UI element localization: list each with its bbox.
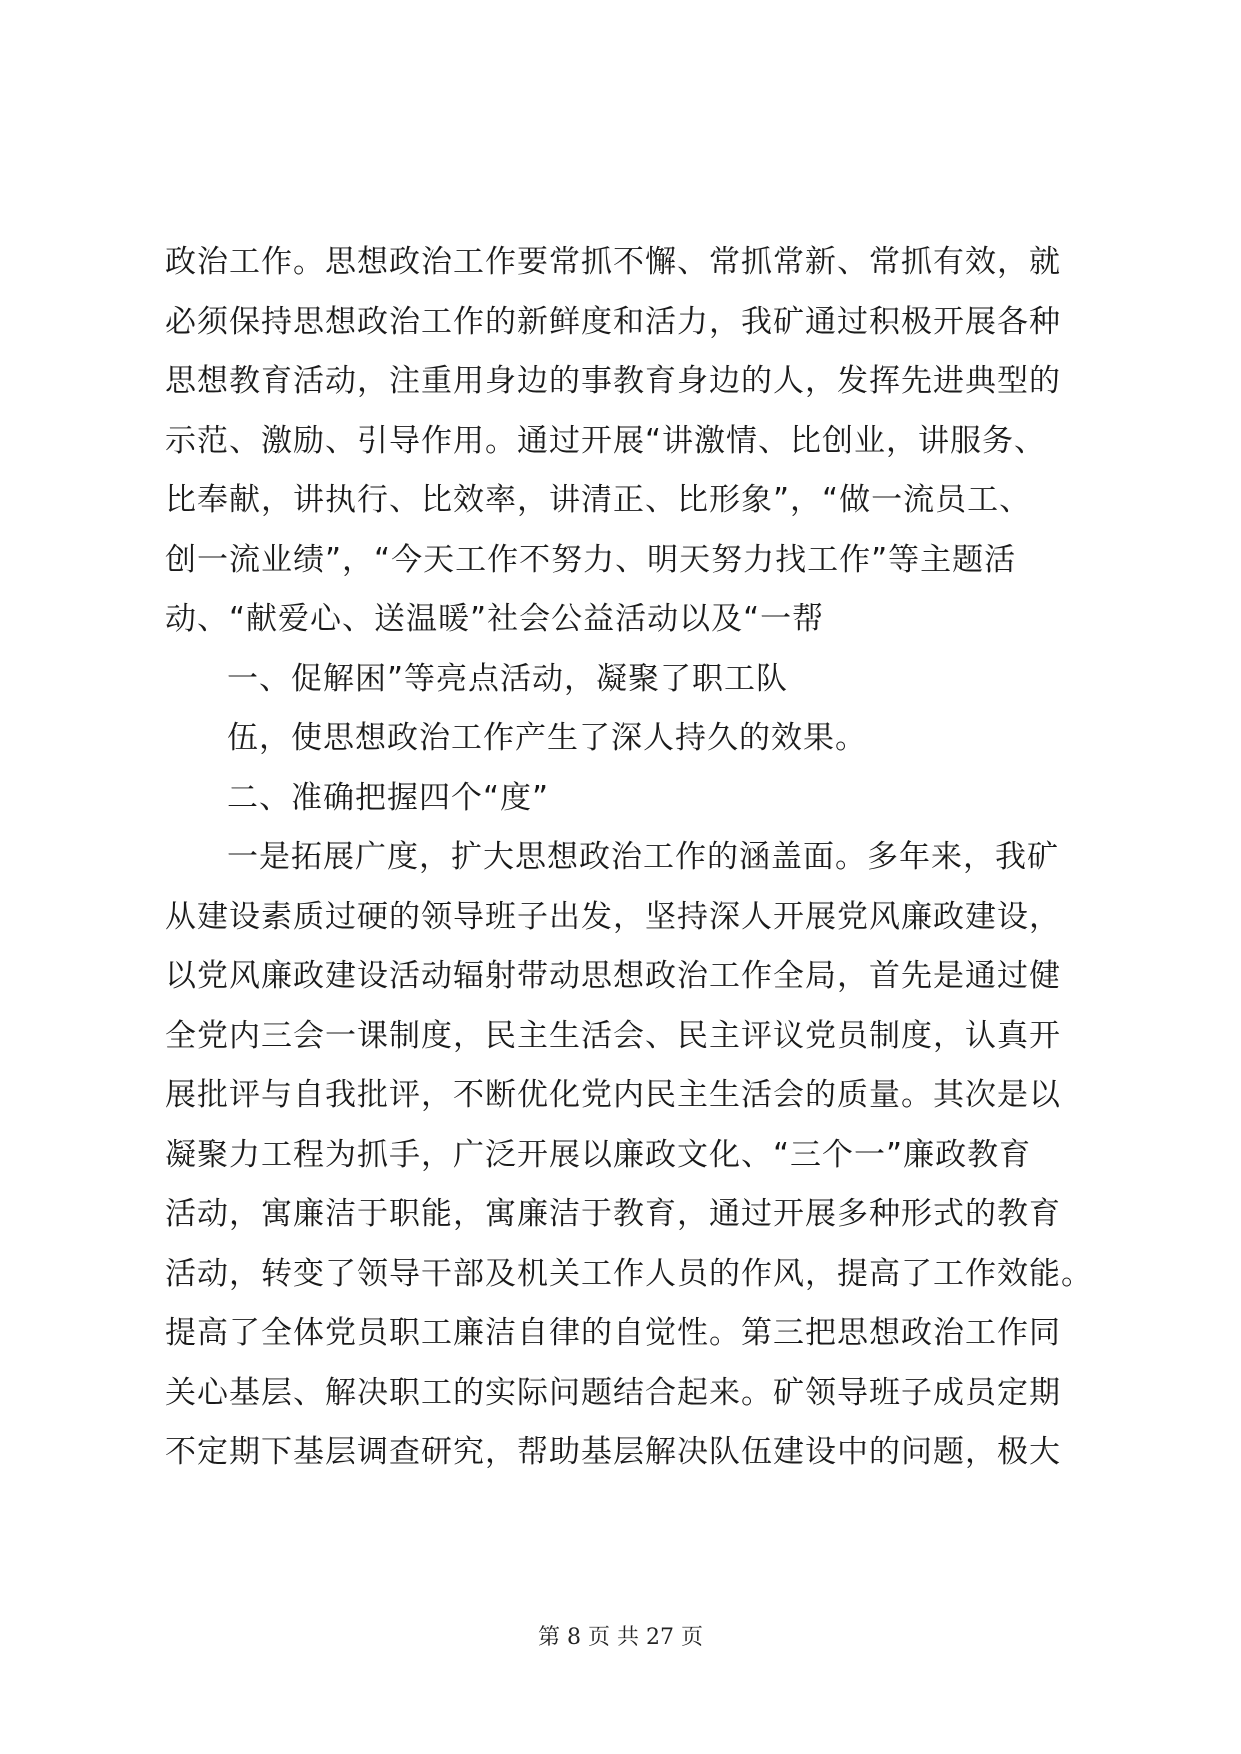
text-line: 以党风廉政建设活动辐射带动思想政治工作全局，首先是通过健 [165,958,1061,994]
text-line: 二、准确把握四个“度” [227,779,550,816]
text-line: 从建设素质过硬的领导班子出发，坚持深人开展党风廉政建设， [165,898,1061,935]
text-line: 政治工作。思想政治工作要常抓不懈、常抓常新、常抓有效，就 [165,244,1061,280]
text-line: 伍，使思想政治工作产生了深人持久的效果。 [227,720,867,756]
text-line: 全党内三会一课制度，民主生活会、民主评议党员制度，认真开 [165,1017,1061,1054]
text-line: 创一流业绩”，“今天工作不努力、明天努力找工作”等主题活 [165,541,1017,578]
document-body [165,233,1093,1483]
text-line: 思想教育活动，注重用身边的事教育身边的人，发挥先进典型的 [165,363,1061,399]
text-line: 必须保持思想政治工作的新鲜度和活力，我矿通过积极开展各种 [165,303,1061,340]
text-line: 不定期下基层调查研究，帮助基层解决队伍建设中的问题，极大 [165,1434,1061,1470]
text-line: 比奉献，讲执行、比效率，讲清正、比形象”，“做一流员工、 [165,482,1032,518]
text-line: 关心基层、解决职工的实际问题结合起来。矿领导班子成员定期 [165,1374,1061,1411]
text-line: 凝聚力工程为抓手，广泛开展以廉政文化、“三个一”廉政教育 [165,1136,1032,1173]
text-line: 提高了全体党员职工廉洁自律的自觉性。第三把思想政治工作同 [165,1315,1061,1351]
text-line: 动、“献爱心、送温暖”社会公益活动以及“一帮 [165,601,825,637]
text-line: 一是拓展广度，扩大思想政治工作的涵盖面。多年来，我矿 [227,839,1059,875]
text-line: 活动，寓廉洁于职能，寓廉洁于教育，通过开展多种形式的教育 [165,1196,1061,1232]
text-line: 活动，转变了领导干部及机关工作人员的作风，提高了工作效能。 [165,1255,1093,1292]
page-number-footer: 第 8 页 共 27 页 [538,1625,703,1650]
text-line: 一、促解困”等亮点活动，凝聚了职工队 [227,660,789,697]
text-line: 示范、激励、引导作用。通过开展“讲激情、比创业，讲服务、 [165,422,1047,459]
text-line: 展批评与自我批评，不断优化党内民主生活会的质量。其次是以 [165,1077,1061,1113]
